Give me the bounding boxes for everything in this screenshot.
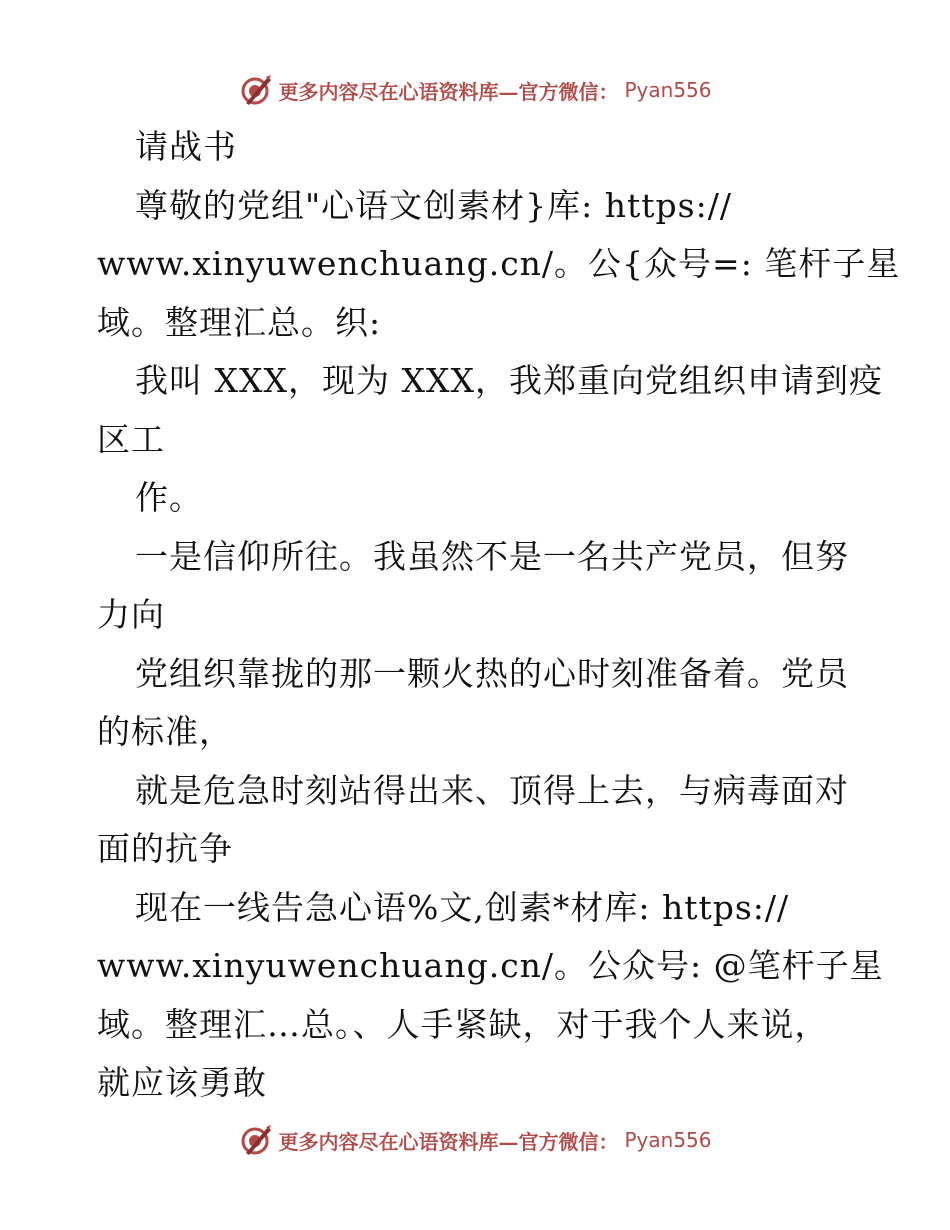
header-watermark-wechat: Pyan556 [624, 78, 712, 102]
text-line: 区工 [97, 419, 165, 459]
footer-watermark-wechat: Pyan556 [624, 1128, 712, 1152]
text-line: 就应该勇敢 [97, 1063, 267, 1102]
document-body [97, 118, 901, 1113]
text-line: 尊敬的党组"心语文创素材}库: https:// [135, 185, 732, 225]
document-title: 请战书 [135, 127, 237, 166]
text-line: 就是危急时刻站得出来、顶得上去，与病毒面对 [135, 770, 849, 810]
footer-watermark-inner [238, 1123, 711, 1157]
text-line: 我叫 XXX，现为 XXX，我郑重向党组织申请到疫 [135, 361, 883, 400]
footer-watermark-text: 更多内容尽在心语资料库—官方微信： [278, 1129, 619, 1154]
text-line: www.xinyuwenchuang.cn/。公{众号=: 笔杆子星 [97, 244, 901, 283]
text-line: 作。 [135, 478, 203, 517]
text-line: 现在一线告急心语%文,创素*材库: https:// [135, 887, 790, 927]
text-line: 的标准， [97, 712, 233, 751]
pen-logo-icon [238, 73, 272, 107]
text-line: 力向 [97, 595, 165, 634]
footer-watermark-banner [0, 1120, 950, 1160]
text-line: 域。整理汇…总。、人手紧缺，对于我个人来说， [97, 1004, 829, 1044]
text-line: 一是信仰所往。我虽然不是一名共产党员，但努 [135, 536, 849, 576]
header-watermark-inner [238, 73, 711, 107]
pen-logo-icon [238, 1123, 272, 1157]
text-line: www.xinyuwenchuang.cn/。公众号: @笔杆子星 [97, 946, 884, 985]
text-line: 域。整理汇总。织: [97, 302, 382, 342]
text-line: 面的抗争 [97, 829, 233, 868]
header-watermark-text: 更多内容尽在心语资料库—官方微信： [278, 79, 619, 104]
text-line: 党组织靠拢的那一颗火热的心时刻准备着。党员 [135, 653, 849, 693]
header-watermark-banner [0, 70, 950, 110]
